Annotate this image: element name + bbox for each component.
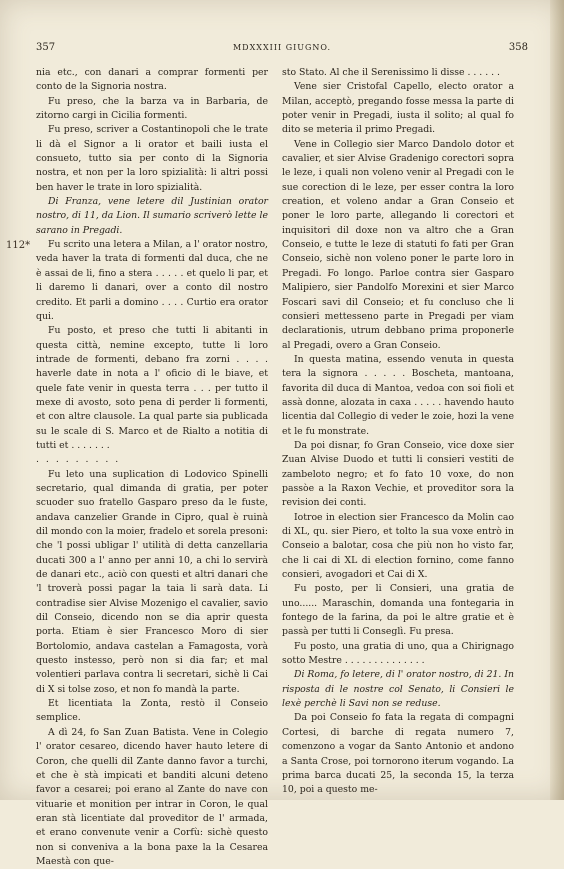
page-header — [36, 42, 528, 58]
paragraph: Da poi Conseio fo fata la regata di compagni Cortesi, di barche di regata numero 7, comenzono a vogar da Santo Antonio et andono a Santa Crose, poi tornorono iterum vogando. La prima barca ducati 25, la seconda 15, la terza 10, poi a questo me- — [282, 712, 514, 796]
paragraph: Fu preso, che la barza va in Barbaria, de zitorno cargi in Cicilia formenti. — [36, 95, 268, 122]
paragraph: Fu leto una suplication di Lodovico Spinelli secretario, qual dimanda di gratia, per poter scuoder suo fratello Gasparo preso da le fuste, andava canzelier Grande in Cipro, qual è ruinà dil mondo con la moier, fradelo et sorela presoni: che 'l possi ubligar l' utilità di detta canzellaria ducati 300 a l' anno per anni 10, a chi lo servirà de danari etc., aciò con questi et altri danari che 'l troverà possi pagar la taia li sarà data. Li contradise sier Alvise Mozenigo el cavalier, savio dil Conseio, dicendo non se dia aprir questa porta. Etiam è sier Francesco Moro di sier Bortolomio, andava castelan a Famagosta, vorà questo instesso, però non si dia far; et mal volentieri parlava contra li secretari, sichè li Cai di X si tolse zoso, et non fo mandà la parte. — [36, 468, 268, 695]
margin-folio-note: 112* — [6, 240, 31, 251]
paragraph: sto Stato. Al che il Serenissimo li disse . . . . . . — [282, 67, 500, 78]
paragraph: Fu preso, scriver a Costantinopoli che le trate li dà el Signor a li orator et baili iusta el consueto, tutto sia per conto di la Signoria nostra, et non per la loro spizialità: li altri possi ben haver le trate in loro spizialità. — [36, 124, 268, 193]
paragraph: In questa matina, essendo venuta in questa tera la signora . . . . . Boscheta, mantoana, favorita dil duca di Mantoa, vedoa con soi fioli et assà donne, alozata in caxa . . . . . havendo hauto licentia dal Collegio di veder le zoie, hozi la vene et le fu monstrate. — [282, 353, 514, 437]
page-number-right: 358 — [508, 42, 528, 53]
paragraph: Vene in Collegio sier Marco Dandolo dotor et cavalier, et sier Alvise Gradenigo corectori sopra le leze, i quali non voleno venir al Pregadi con le sue corection di le leze, per esser contra la loro creation, et voleno andar a Gran Conseio et poner le loro parte, allegando li corectori et inquisitori dil doxe non va altro che a Gran Conseio, e tutte le leze di statuti fo fati per Gran Conseio, sichè non voleno poner le parte loro in Pregadi. Fo longo. Parloe contra sier Gasparo Malipiero, sier Pandolfo Morexini et sier Marco Foscari savi dil Conseio; et fu concluso che li consieri mettesseno parte in Pregadi per viam declarationis, utrum debbano prima proponerle al Pregadi, overo a Gran Conseio. — [282, 138, 514, 351]
paragraph: Fu scrito una letera a Milan, a l' orator nostro, veda haver la trata di formenti dal duca, che ne è assai de li, fino a stera . . . . . et quelo li par, et li daremo li danari, over a conto dil nostro credito. Et parli a domino . . . . Curtio era orator qui. — [36, 239, 268, 322]
paragraph: Fu posto, per li Consieri, una gratia de uno...... Maraschin, domanda una fontegaria in fontego de la farina, da poi le altre gratie et è passà per tutti li Conseglì. Fu presa. — [282, 583, 514, 638]
paragraph: Et licentiata la Zonta, restò il Conseio semplice. — [36, 698, 268, 724]
book-spine — [550, 0, 564, 800]
ellipsis-divider: . . . . . . . . . — [36, 454, 121, 466]
paragraph: nia etc., con danari a comprar formenti per conto de la Signoria nostra. — [36, 67, 268, 93]
page-number-left: 357 — [36, 42, 56, 53]
right-column — [282, 66, 514, 798]
paragraph: Di Franza, vene letere dil Justinian orator nostro, di 11, da Lion. Il sumario scriverò lette le sarano in Pregadi. — [36, 196, 268, 236]
left-column — [36, 66, 268, 869]
paragraph: Fu posto, et preso che tutti li abitanti in questa città, nemine excepto, tutte li loro intrade de formenti, debano fra zorni . . . . haverle date in nota a l' oficio di le biave, et quele fate venir in questa terra . . . per tutto il mexe di avosto, soto pena di perder li formenti, et con altre clausole. La qual parte sia publicada su le scale di S. Marco et de Rialto a notitia di tutti et . . . . . . . — [36, 325, 268, 451]
paragraph: A dì 24, fo San Zuan Batista. Vene in Colegio l' orator cesareo, dicendo haver hauto letere di Coron, che quelli dil Zante danno favor a turchi, et che è stà impicati et banditi alcuni deteno favor a cesarei; poi erano al Zante do nave con vituarie et monition per intrar in Coron, le qual eran stà licentiate dal proveditor de l' armada, et erano convenute venir a Corfù: sichè questo non si conveniva a la bona paxe la la Cesarea Maestà con que- — [36, 726, 268, 867]
paragraph: Fu posto, una gratia di uno, qua a Chirignago sotto Mestre . . . . . . . . . . . . . . — [282, 640, 514, 667]
paragraph: Di Roma, fo letere, di l' orator nostro, di 21. In risposta di le nostre col Senato, li Consieri le lexè perchè li Savi non se reduse. — [282, 669, 514, 710]
paragraph: Vene sier Cristofal Capello, electo orator a Milan, acceptò, pregando fosse messa la parte di poter venir in Pregadi, iusta il solito; al qual fo dito se meteria il primo Pregadi. — [282, 81, 514, 136]
running-title: MDXXXIII GIUGNO. — [232, 43, 332, 52]
paragraph: Da poi disnar, fo Gran Conseio, vice doxe sier Zuan Alvise Duodo et tutti li consieri vestiti de zambeloto negro; et fo fato 10 voxe, do non passòe a la Raxon Vechie, et proveditor sora la revision dei conti. — [282, 439, 514, 509]
paragraph: Iotroe in election sier Francesco da Molin cao di XL, qu. sier Piero, et tolto la sua voxe entrò in Conseio a balotar, cosa che più non ho visto far, che li cai di XL di election fornino, come fanno consieri, avogadori et Cai di X. — [282, 511, 514, 581]
